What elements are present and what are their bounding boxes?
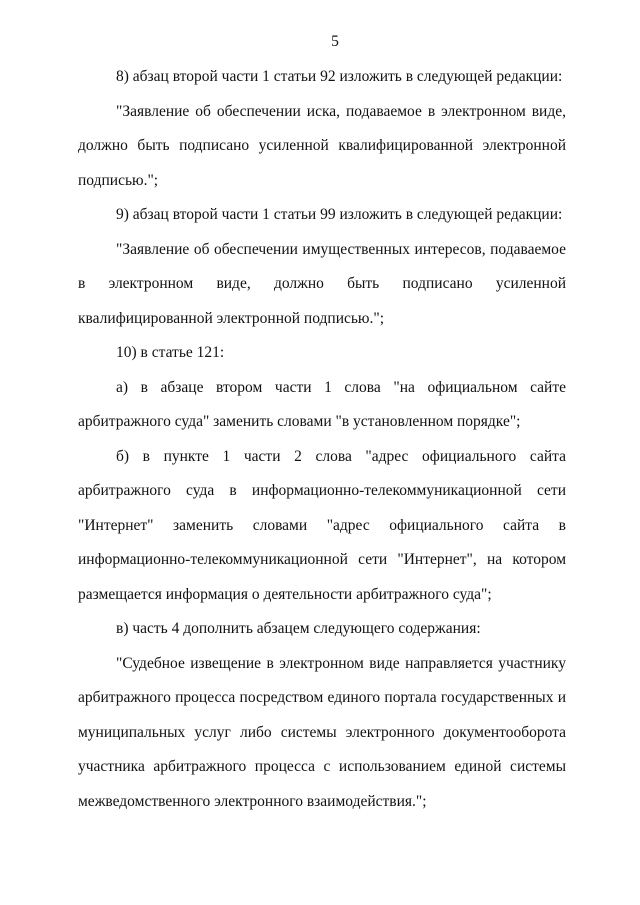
paragraph-item-10: 10) в статье 121: <box>116 344 225 361</box>
subitem-v: в) часть 4 дополнить абзацем следующего содержания: <box>116 620 481 637</box>
quoted-text-92: "Заявление об обеспечении иска, подаваемое в электронном виде, должно быть подписано усиленной квалифицированной электронной подписью."; <box>78 102 566 189</box>
paragraph-item-8: 8) абзац второй части 1 статьи 92 изложить в следующей редакции: <box>116 68 563 85</box>
subitem-b: б) в пункте 1 части 2 слова "адрес официального сайта арбитражного суда в информационно-телекоммуникационной сети "Интернет" заменить словами "адрес официального сайта в информационно-телекоммуникационной сети "Интернет", на котором размещается информация о деятельности арбитражного суда"; <box>78 447 566 603</box>
page-number: 5 <box>331 33 339 50</box>
paragraph-item-9: 9) абзац второй части 1 статьи 99 изложить в следующей редакции: <box>116 206 563 223</box>
subitem-a: а) в абзаце втором части 1 слова "на официальном сайте арбитражного суда" заменить словами "в установленном порядке"; <box>78 378 566 430</box>
quoted-text-99: "Заявление об обеспечении имущественных интересов, подаваемое в электронном виде, должно быть подписано усиленной квалифицированной электронной подписью."; <box>78 240 566 327</box>
document-body <box>78 60 566 819</box>
quoted-text-notice: "Судебное извещение в электронном виде направляется участнику арбитражного процесса посредством единого портала государственных и муниципальных услуг либо системы электронного документооборота участника арбитражного процесса с использованием единой системы межведомственного электронного взаимодействия."; <box>78 654 566 810</box>
